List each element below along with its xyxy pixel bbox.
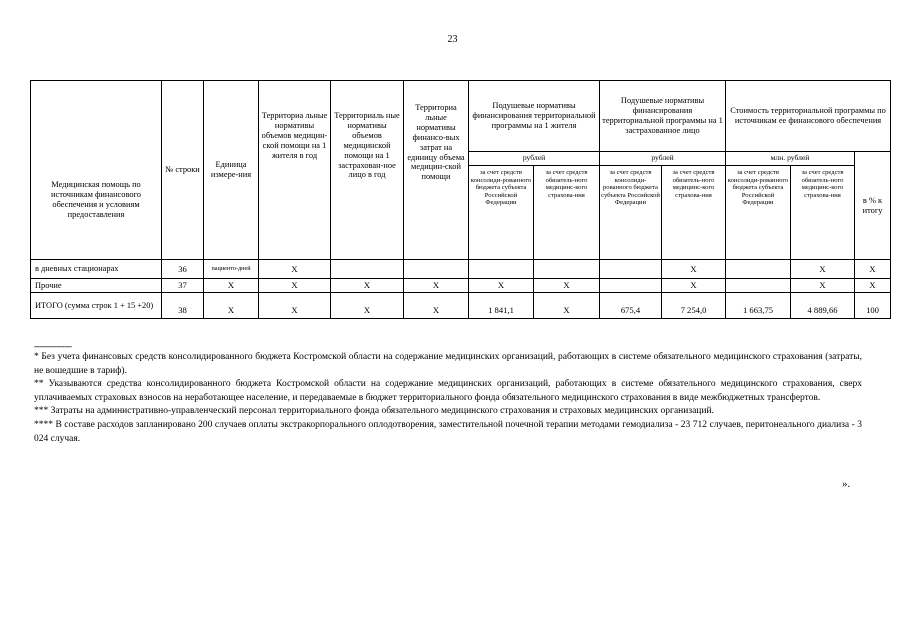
header-unit: Единица измере-ния [204, 81, 259, 260]
footnote: **** В составе расходов запланировано 200 случаев оплаты экстракорпорального оплодотворения, заместительной почечной терапии методами гемодиализа - 23 712 случаев, перитонеального диализа - 3 024 случая. [34, 419, 862, 444]
table-cell: Х [404, 293, 469, 319]
table-cell: Х [662, 279, 726, 293]
header-rubles: рублей [600, 152, 726, 166]
header-cost-per-unit: Территориа льные нормативы финансо-вых затрат на единицу объема медицин-ской помощи [404, 81, 469, 260]
header-description: Медицинская помощь по источникам финансового обеспечения и условиям предоставления [31, 81, 162, 260]
header-budget-funds: за счет средств консолиди-рованного бюджета субъекта Российской Федерации [469, 166, 534, 260]
table-cell: 36 [162, 260, 204, 279]
row-label: Прочие [31, 279, 162, 293]
table-cell: 4 889,66 [791, 293, 855, 319]
footnote: *** Затраты на административно-управленческий персонал территориального фонда обязательного медицинского страхования и страховых медицинских организаций. [34, 406, 714, 417]
header-row-number: № строки [162, 81, 204, 260]
table-cell [600, 279, 662, 293]
header-per-insured-group: Подушевые нормативы финансирования территориальной программы на 1 застрахованное лицо [600, 81, 726, 152]
header-percent-total: в % к итогу [855, 152, 891, 260]
table-cell: Х [791, 279, 855, 293]
table-cell: 38 [162, 293, 204, 319]
header-budget-funds: за счет средств консолиди-рованного бюджета субъекта Российской Федерации [726, 166, 791, 260]
table-cell: 7 254,0 [662, 293, 726, 319]
header-budget-funds: за счет средств консолиди-рованного бюджета субъекта Российской Федерации [600, 166, 662, 260]
header-volume-per-resident: Территориа льные нормативы объемов медицин-ской помощи на 1 жителя в год [259, 81, 331, 260]
header-oms-funds: за счет средств обязатель-ного медицинс-кого страхова-ния [534, 166, 600, 260]
header-oms-funds: за счет средств обязатель-ного медицинс-кого страхова-ния [791, 166, 855, 260]
table-cell: Х [534, 293, 600, 319]
table-cell [534, 260, 600, 279]
table-row [31, 260, 891, 279]
table-cell: Х [331, 279, 404, 293]
page-number: 23 [447, 34, 458, 45]
table-cell: 37 [162, 279, 204, 293]
table-cell: Х [204, 279, 259, 293]
table-cell: Х [469, 279, 534, 293]
table-cell [726, 279, 791, 293]
header-cost-group: Стоимость территориальной программы по источникам ее финансового обеспечения [726, 81, 891, 152]
table-row [31, 279, 891, 293]
table-cell: Х [855, 260, 891, 279]
table-cell [726, 260, 791, 279]
footnote: * Без учета финансовых средств консолидированного бюджета Костромской области на содержание медицинских организаций, работающих в системе обязательного медицинского страхования (затраты, не вошедшие в тариф). [34, 352, 862, 376]
footnotes [34, 351, 862, 446]
closing-quote-mark: ». [842, 478, 851, 490]
header-per-resident-group: Подушевые нормативы финансирования территориальной программы на 1 жителя [469, 81, 600, 152]
table-cell: Х [855, 279, 891, 293]
table-cell: 1 663,75 [726, 293, 791, 319]
table-cell: Х [662, 260, 726, 279]
table-cell: 675,4 [600, 293, 662, 319]
table-cell: Х [204, 293, 259, 319]
header-rubles: рублей [469, 152, 600, 166]
row-label: в дневных стационарах [31, 260, 162, 279]
table-cell: Х [259, 279, 331, 293]
table-cell: Х [534, 279, 600, 293]
footnote-separator: --------------- [34, 341, 72, 351]
footnote: ** Указываются средства консолидированного бюджета Костромской области на содержание медицинских организаций, работающих в системе обязательного медицинского страхования, сверх уплачиваемых страховых взносов на неработающее население, и передаваемые в бюджет территориального фонда обязательного медицинского страхования в виде межбюджетных трансфертов. [34, 379, 862, 403]
table-cell: Х [404, 279, 469, 293]
table-cell: Х [259, 293, 331, 319]
header-volume-per-insured: Территориаль ные нормативы объемов медицинской помощи на 1 застрахован-ное лицо в год [331, 81, 404, 260]
table-cell [404, 260, 469, 279]
table-cell: 1 841,1 [469, 293, 534, 319]
header-oms-funds: за счет средств обязатель-ного медицинс-кого страхова-ния [662, 166, 726, 260]
table-row-total [31, 293, 891, 319]
row-label: ИТОГО (сумма строк 1 + 15 +20) [31, 293, 162, 319]
financing-table [30, 80, 891, 319]
table-cell: Х [791, 260, 855, 279]
table-cell: пациенто-дней [204, 260, 259, 279]
header-mln-rubles: млн. рублей [726, 152, 855, 166]
table-cell [600, 260, 662, 279]
table-cell [469, 260, 534, 279]
table-cell: Х [331, 293, 404, 319]
table-cell: 100 [855, 293, 891, 319]
table-cell: Х [259, 260, 331, 279]
table-cell [331, 260, 404, 279]
